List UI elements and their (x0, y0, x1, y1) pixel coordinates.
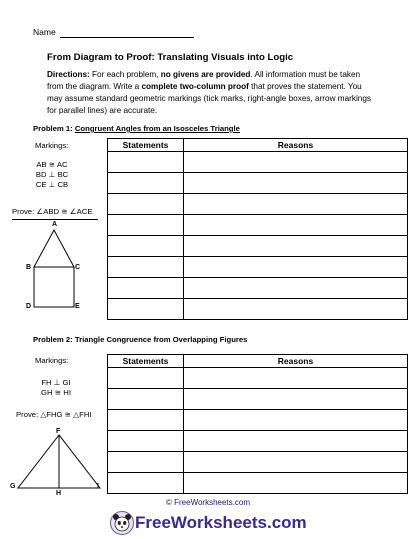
problem1-diagram (20, 222, 100, 322)
reason-cell[interactable] (184, 194, 408, 215)
statement-cell[interactable] (108, 194, 184, 215)
directions-text (47, 69, 377, 117)
reason-cell[interactable] (184, 473, 408, 494)
triangle-abc (34, 230, 74, 267)
reason-cell[interactable] (184, 152, 408, 173)
statement-cell[interactable] (108, 410, 184, 431)
problem1-heading-prefix: Problem 1: (33, 124, 75, 133)
reasons-header: Reasons (184, 355, 408, 368)
problem1-heading (33, 124, 240, 133)
vertex-a-label: A (52, 221, 58, 228)
rectangle-bdec (34, 267, 74, 307)
vertex-g-label: G (10, 483, 16, 490)
statement-cell[interactable] (108, 299, 184, 320)
statement-cell[interactable] (108, 278, 184, 299)
reasons-header: Reasons (184, 139, 408, 152)
reason-cell[interactable] (184, 410, 408, 431)
name-label: Name (33, 27, 56, 37)
vertex-i-label: I (97, 483, 99, 490)
table-row[interactable] (108, 389, 408, 410)
reason-cell[interactable] (184, 368, 408, 389)
problem1-heading-title: Congruent Angles from an Isosceles Triangle (74, 124, 240, 133)
statement-cell[interactable] (108, 152, 184, 173)
statement-cell[interactable] (108, 452, 184, 473)
panda-face-icon (111, 512, 133, 534)
table-row[interactable] (108, 152, 408, 173)
statement-cell[interactable] (108, 473, 184, 494)
table-row[interactable] (108, 299, 408, 320)
table-row[interactable] (108, 173, 408, 194)
marking-item: BD ⊥ BC (35, 170, 69, 179)
vertex-d-label: D (26, 303, 32, 310)
problem1-divider (12, 219, 98, 220)
table-row[interactable] (108, 473, 408, 494)
statement-cell[interactable] (108, 215, 184, 236)
worksheet-title: From Diagram to Proof: Translating Visuals into Logic (47, 52, 294, 63)
table-row[interactable] (108, 236, 408, 257)
panda-logo-icon (110, 511, 134, 535)
statement-cell[interactable] (108, 173, 184, 194)
statement-cell[interactable] (108, 236, 184, 257)
problem2-heading: Problem 2: Triangle Congruence from Overlapping Figures (33, 335, 248, 344)
statements-header: Statements (108, 355, 184, 368)
statement-cell[interactable] (108, 257, 184, 278)
statement-cell[interactable] (108, 389, 184, 410)
reason-cell[interactable] (184, 299, 408, 320)
table-row[interactable] (108, 194, 408, 215)
table-row[interactable] (108, 452, 408, 473)
table-row[interactable] (108, 368, 408, 389)
problem1-proof-table (107, 138, 408, 320)
problem1-markings-title: Markings: (35, 141, 69, 150)
reason-cell[interactable] (184, 173, 408, 194)
marking-item: FH ⊥ GI (41, 378, 71, 387)
marking-item: AB ≅ AC (36, 160, 68, 169)
reason-cell[interactable] (184, 278, 408, 299)
reason-cell[interactable] (184, 236, 408, 257)
name-line[interactable] (60, 37, 194, 38)
marking-item: CE ⊥ CB (35, 180, 69, 189)
directions-label: Directions: (47, 70, 90, 79)
vertex-e-label: E (75, 303, 80, 310)
statements-header: Statements (108, 139, 184, 152)
directions-bold: complete two-column proof (141, 82, 249, 91)
table-row[interactable] (108, 278, 408, 299)
problem2-markings-title: Markings: (35, 356, 69, 365)
statement-cell[interactable] (108, 431, 184, 452)
table-row[interactable] (108, 257, 408, 278)
problem1-markings-list (30, 160, 74, 190)
reason-cell[interactable] (184, 452, 408, 473)
reason-cell[interactable] (184, 389, 408, 410)
problem2-markings-list (34, 378, 78, 398)
reason-cell[interactable] (184, 215, 408, 236)
brand-logo-text[interactable]: FreeWorksheets.com (135, 513, 307, 532)
marking-item: GH ≅ HI (41, 388, 71, 397)
table-row[interactable] (108, 215, 408, 236)
vertex-f-label: F (56, 428, 61, 435)
vertex-h-label: H (56, 490, 62, 497)
reason-cell[interactable] (184, 257, 408, 278)
directions-bold: no givens are provided (160, 70, 251, 79)
footer-copyright[interactable]: © FreeWorksheets.com (166, 498, 250, 507)
problem2-prove: Prove: △FHG ≅ △FHI (16, 410, 92, 419)
directions-part: that proves the statement. You may assume standard geometric markings (tick marks, right-angle boxes, arrow markings for parallel lines) are accurate. (47, 82, 371, 115)
problem2-proof-table (107, 354, 408, 494)
problem1-prove: Prove: ∠ABD ≅ ∠ACE (12, 207, 93, 216)
directions-part: For each problem, (89, 70, 161, 79)
vertex-c-label: C (75, 264, 81, 271)
table-header-row (108, 355, 408, 368)
statement-cell[interactable] (108, 368, 184, 389)
table-row[interactable] (108, 431, 408, 452)
table-header-row (108, 139, 408, 152)
problem2-diagram (10, 425, 110, 495)
reason-cell[interactable] (184, 431, 408, 452)
table-row[interactable] (108, 410, 408, 431)
directions-part: . All information must be taken from the diagram. Write a (47, 70, 361, 91)
vertex-b-label: B (26, 264, 32, 271)
